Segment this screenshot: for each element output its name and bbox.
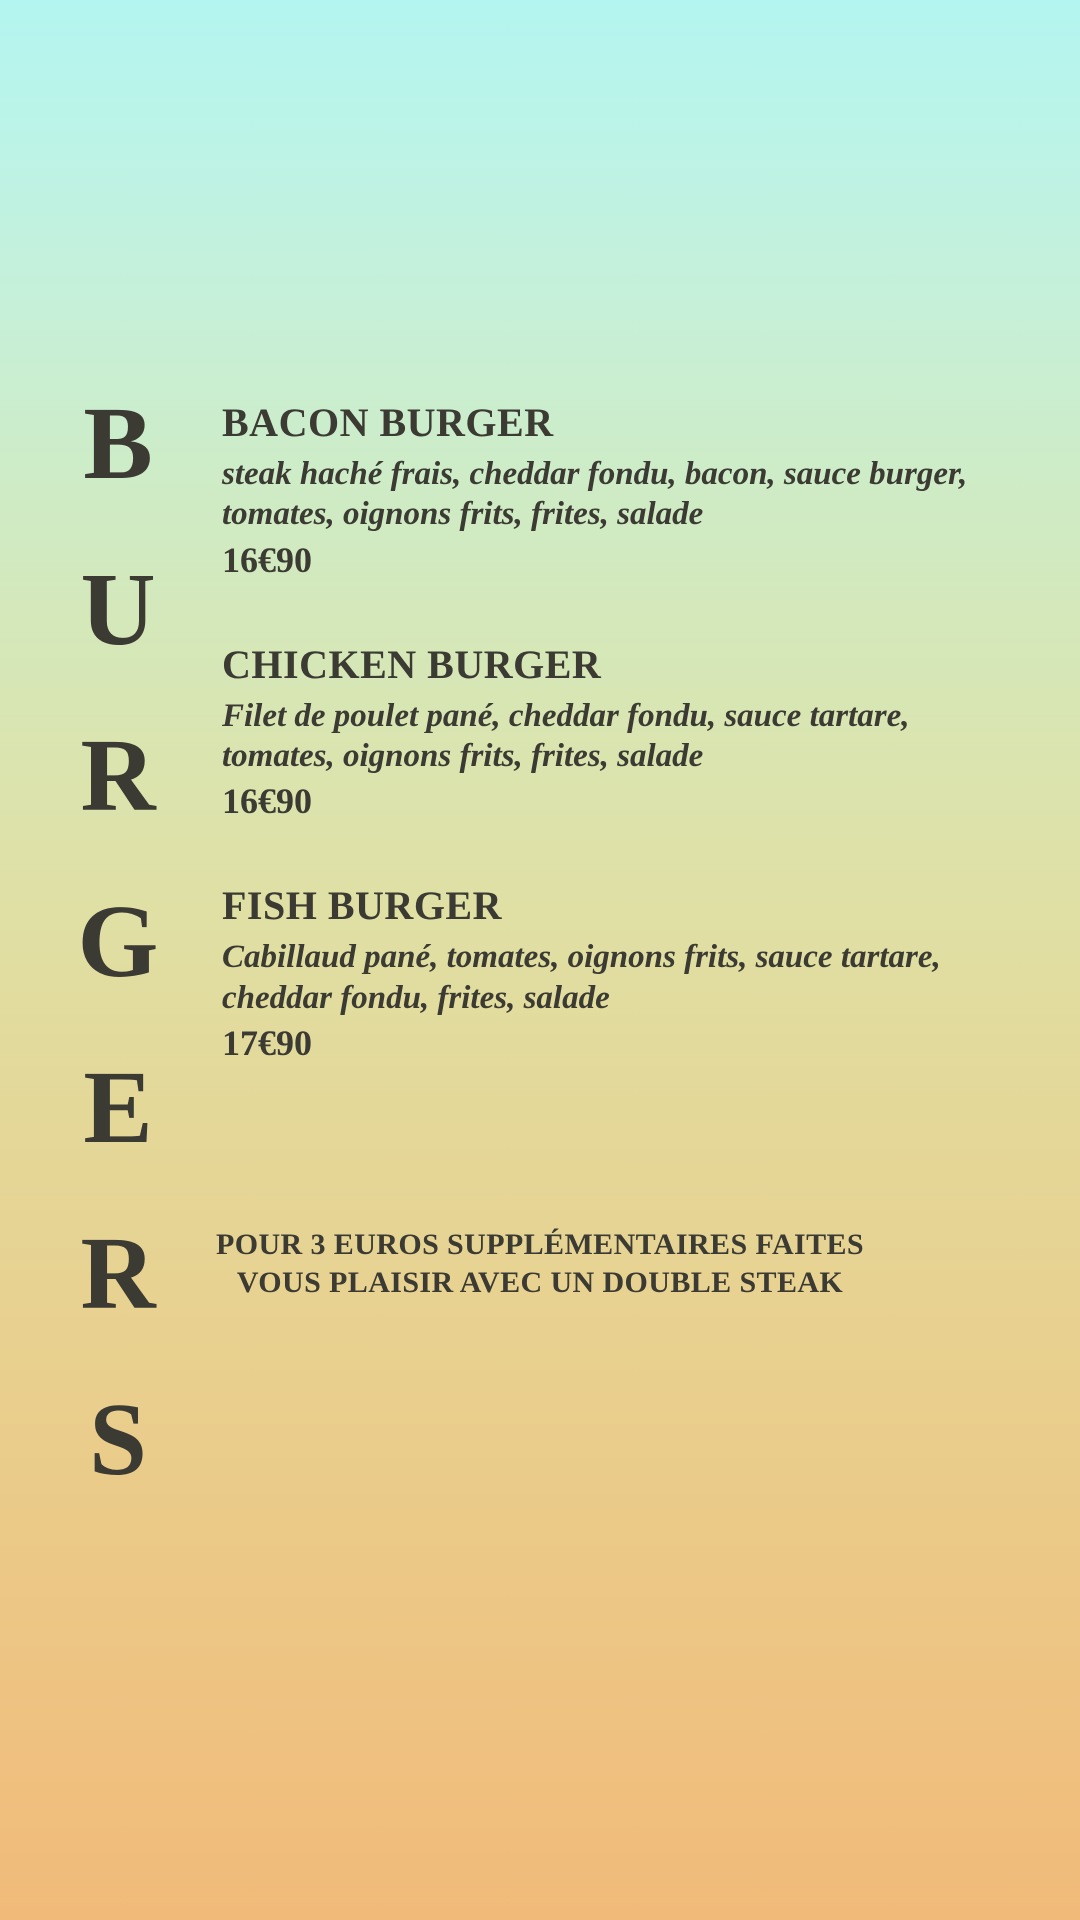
menu-item-description: Cabillaud pané, tomates, oignons frits, sauce tartare, cheddar fondu, frites, salade	[222, 939, 941, 1016]
menu-item-price: 17€90	[222, 1022, 312, 1063]
menu-item	[222, 883, 1002, 1065]
section-title-letter: S	[89, 1382, 147, 1497]
menu-items-list	[222, 400, 1002, 1065]
menu-item-name: FISH BURGER	[222, 883, 502, 929]
menu-item-description: Filet de poulet pané, cheddar fondu, sauce tartare, tomates, oignons frits, frites, salade	[222, 697, 910, 774]
menu-item	[222, 642, 1002, 824]
menu-item-description: steak haché frais, cheddar fondu, bacon, sauce burger, tomates, oignons frits, frites, salade	[222, 456, 968, 533]
menu-item	[222, 400, 1002, 582]
supplement-note-line-2: VOUS PLAISIR AVEC UN DOUBLE STEAK	[236, 1266, 844, 1300]
menu-item-name: BACON BURGER	[222, 400, 554, 445]
menu-item-name: CHICKEN BURGER	[222, 641, 602, 687]
section-title-letter: R	[80, 1216, 156, 1331]
section-title-letter: G	[77, 884, 159, 999]
section-title-letter: E	[83, 1050, 153, 1165]
supplement-note-line-1: POUR 3 EUROS SUPPLÉMENTAIRES FAITES	[216, 1228, 864, 1261]
menu-item-price: 16€90	[222, 781, 312, 822]
section-title-letter: B	[83, 386, 153, 501]
section-title-letter: R	[80, 718, 156, 833]
section-title-letter: U	[80, 552, 156, 667]
menu-item-price: 16€90	[222, 539, 312, 580]
section-title-vertical	[58, 386, 178, 1497]
supplement-note	[180, 1226, 900, 1303]
